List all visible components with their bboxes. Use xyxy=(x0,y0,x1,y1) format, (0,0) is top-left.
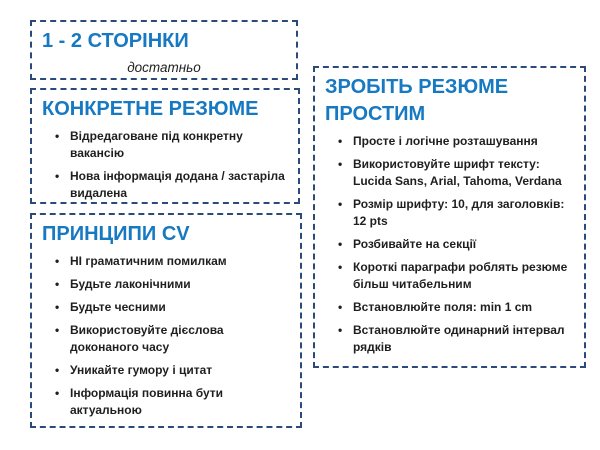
bullet-item: • Встановлюйте одинарний інтервал рядків xyxy=(337,322,572,356)
bullet-item: • Інформація повинна бути актуальною xyxy=(54,385,288,419)
bullet-item: • Розмір шрифту: 10, для заголовків: 12 pts xyxy=(337,196,572,230)
box-make-resume-simple xyxy=(313,66,586,368)
bullet-item: • Будьте чесними xyxy=(54,299,288,316)
bullet-item: • Відредаговане під конкретну вакансію xyxy=(54,128,286,162)
bullet-list-make-resume-simple xyxy=(323,133,576,356)
bullet-item: • Встановлюйте поля: min 1 cm xyxy=(337,299,572,316)
bullet-item: • Будьте лаконічними xyxy=(54,276,288,293)
box-cv-principles xyxy=(30,213,302,428)
bullet-item: • НІ граматичним помилкам xyxy=(54,253,288,270)
bullet-item: • Уникайте гумору і цитат xyxy=(54,362,288,379)
box-page-count xyxy=(30,20,298,80)
box-subtitle-page-count: достатньо xyxy=(127,60,201,75)
box-title-specific-resume: КОНКРЕТНЕ РЕЗЮМЕ xyxy=(42,98,259,120)
bullet-list-specific-resume xyxy=(40,128,290,202)
bullet-item: • Використовуйте дієслова доконаного часу xyxy=(54,322,288,356)
box-specific-resume xyxy=(30,88,300,204)
bullet-item: • Короткі параграфи роблять резюме більш читабельним xyxy=(337,259,572,293)
bullet-list-cv-principles xyxy=(40,253,292,419)
bullet-item: • Розбивайте на секції xyxy=(337,236,572,253)
box-title-make-resume-simple: ЗРОБІТЬ РЕЗЮМЕ ПРОСТИМ xyxy=(325,76,509,125)
bullet-item: • Просте і логічне розташування xyxy=(337,133,572,150)
bullet-item: • Нова інформація додана / застаріла видалена xyxy=(54,168,286,202)
box-title-page-count: 1 - 2 СТОРІНКИ xyxy=(42,30,189,52)
box-title-cv-principles: ПРИНЦИПИ CV xyxy=(42,223,190,245)
bullet-item: • Використовуйте шрифт тексту: Lucida Sans, Arial, Tahoma, Verdana xyxy=(337,156,572,190)
